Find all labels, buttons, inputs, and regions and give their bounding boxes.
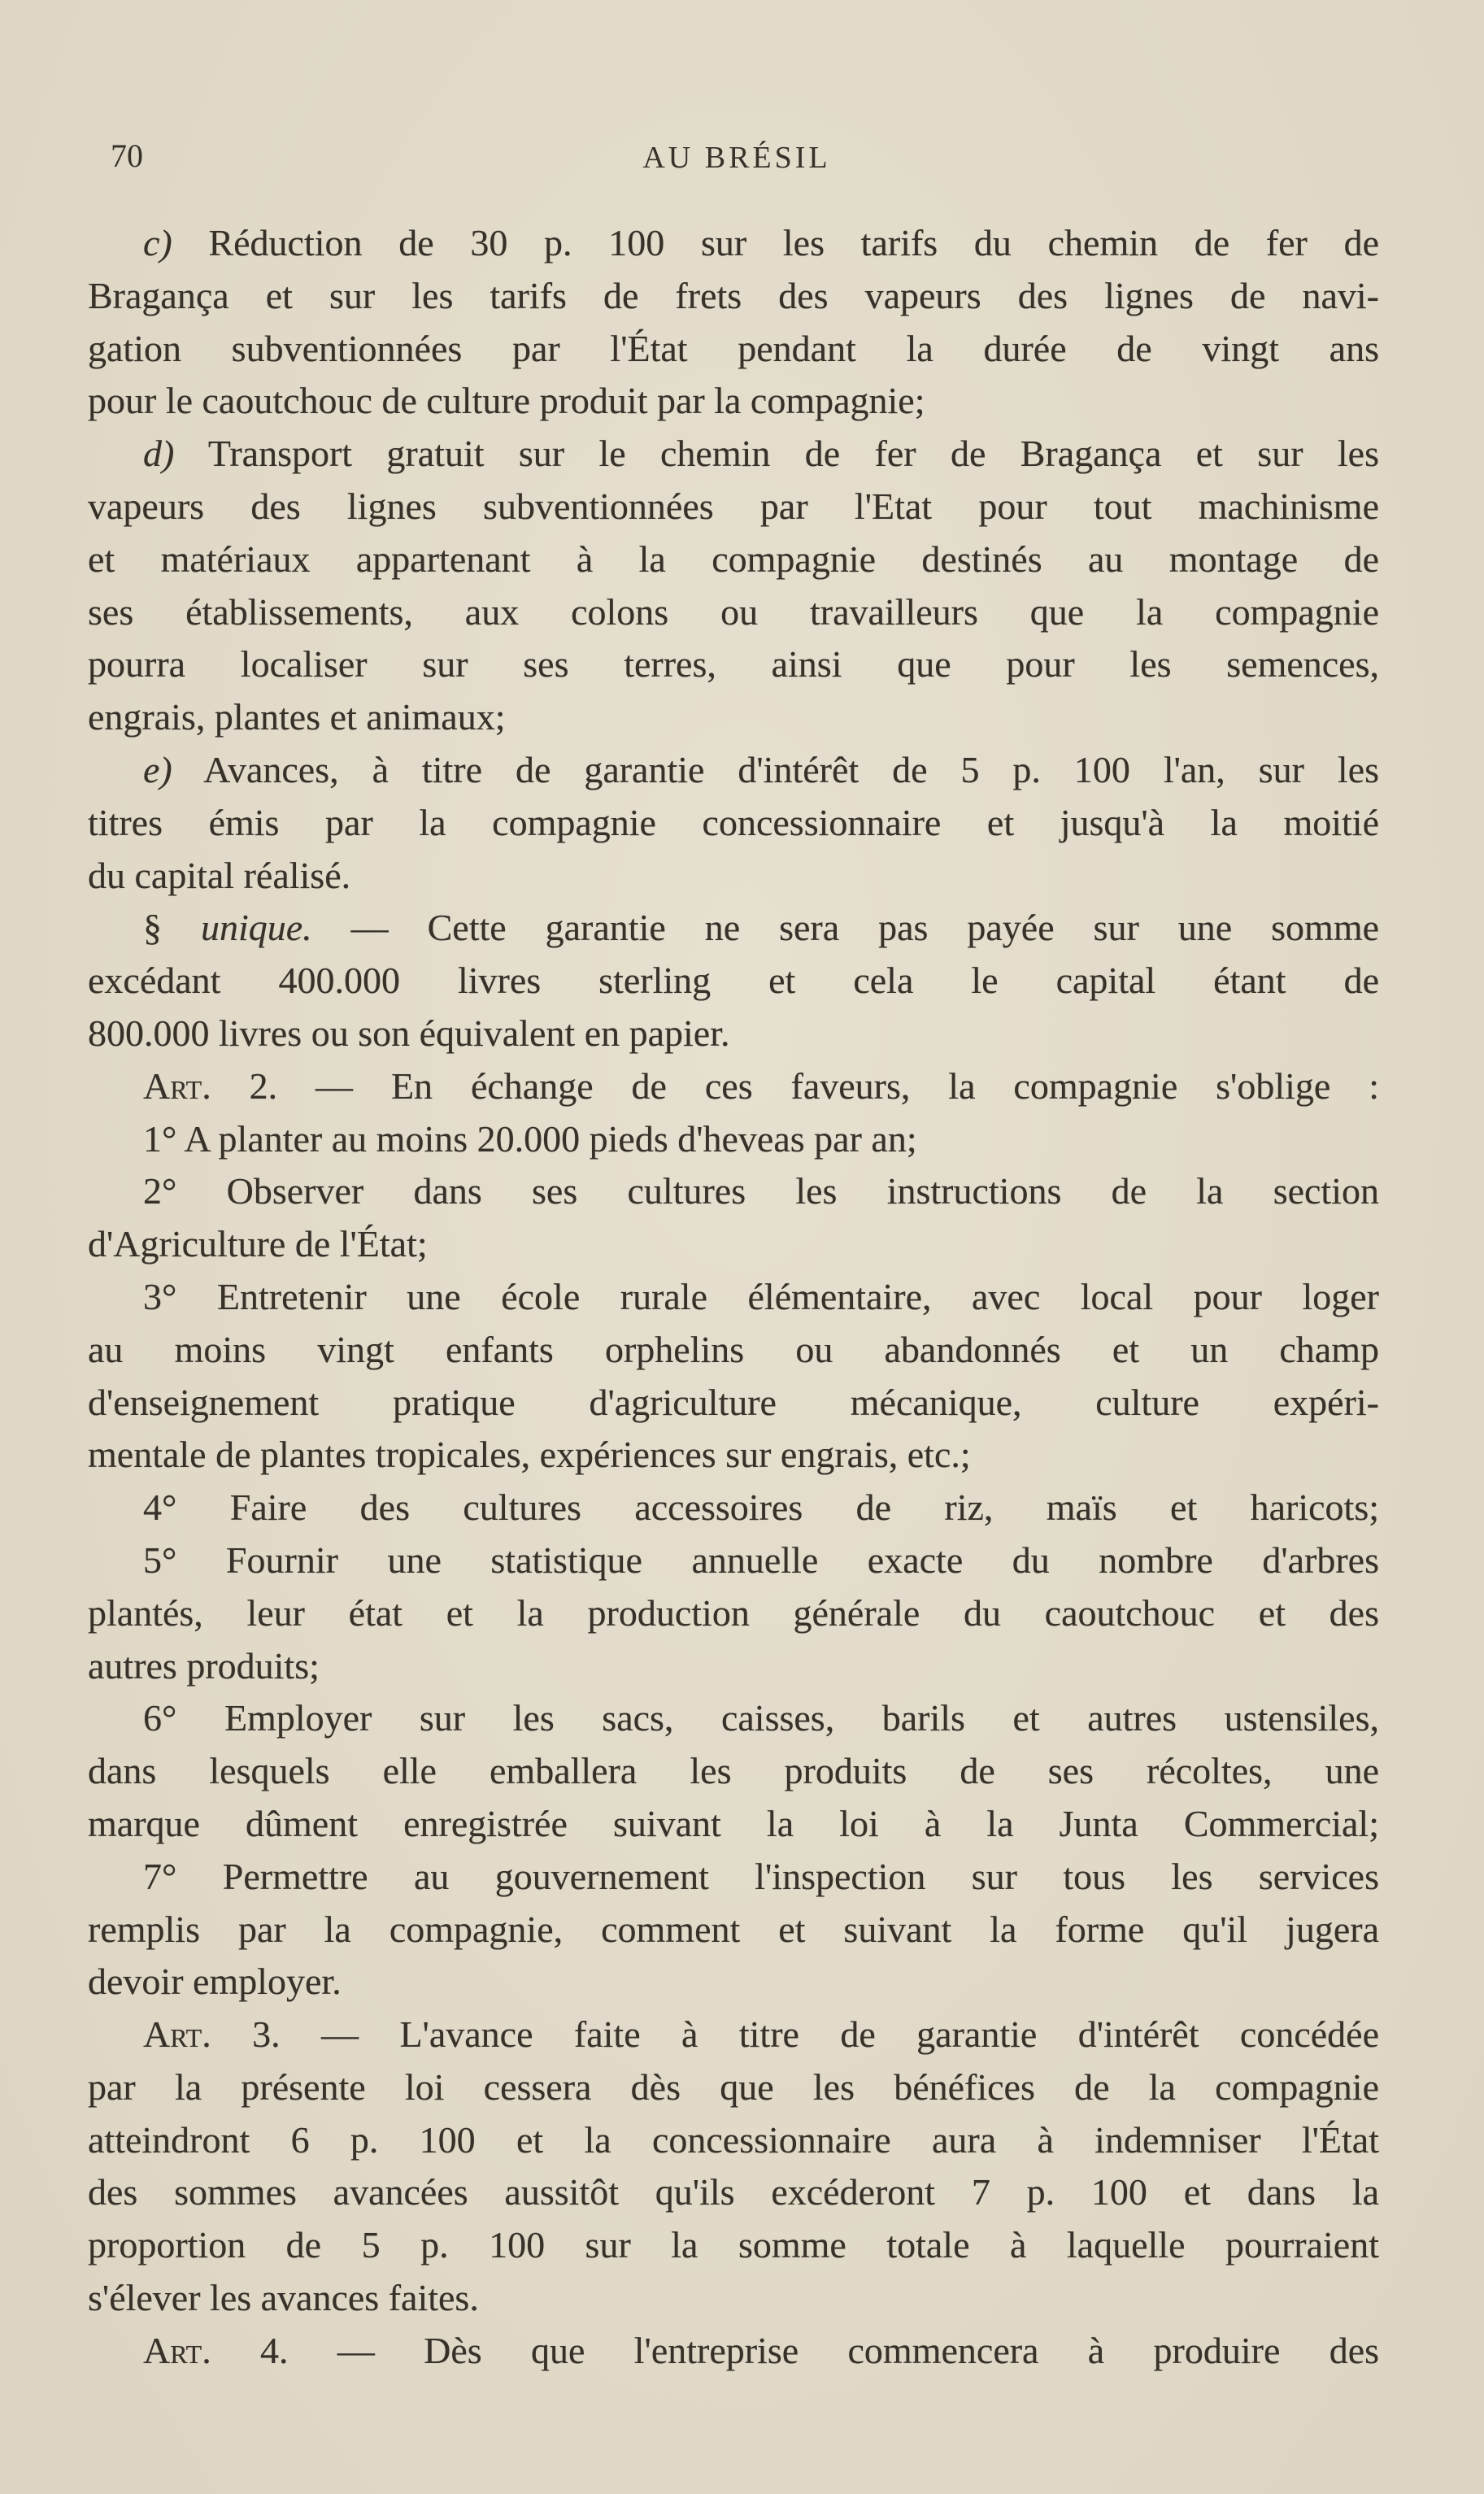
- line-text: des sommes avancées aussitôt qu'ils excéderont 7 p. 100 et dans la: [88, 2171, 1379, 2213]
- running-header: [0, 137, 1484, 185]
- body-text: [88, 217, 1379, 2378]
- paragraph: [88, 1165, 1379, 1271]
- line-text: 5° Fournir une statistique annuelle exacte du nombre d'arbres: [143, 1539, 1379, 1581]
- text-line: [88, 323, 1379, 376]
- line-text: et matériaux appartenant à la compagnie destinés au montage de: [88, 538, 1379, 580]
- line-text: Réduction de 30 p. 100 sur les tarifs du chemin de fer de: [208, 222, 1379, 263]
- text-line: [88, 1113, 1379, 1166]
- line-text: mentale de plantes tropicales, expériences sur engrais, etc.;: [88, 1434, 971, 1476]
- text-line: [88, 1904, 1379, 1956]
- text-line: [88, 481, 1379, 533]
- line-text: pour le caoutchouc de culture produit par la compagnie;: [88, 380, 925, 422]
- text-line: [88, 2219, 1379, 2272]
- line-text: plantés, leur état et la production générale du caoutchouc et des: [88, 1591, 1379, 1634]
- paragraph: [88, 217, 1379, 428]
- line-text: excédant 400.000 livres sterling et cela le capital étant de: [88, 960, 1379, 1002]
- text-line: [88, 2114, 1379, 2167]
- text-line: [88, 1482, 1379, 1534]
- line-text: remplis par la compagnie, comment et suivant la forme qu'il jugera: [88, 1908, 1379, 1950]
- text-line: [88, 2009, 1379, 2061]
- line-text: 1° A planter au moins 20.000 pieds d'heveas par an;: [143, 1117, 917, 1160]
- paragraph-lead: d): [143, 433, 175, 475]
- paragraph: [88, 1534, 1379, 1692]
- line-text: pourra localiser sur ses terres, ainsi que pour les semences,: [88, 643, 1379, 686]
- text-line: [88, 1851, 1379, 1904]
- line-text: du capital réalisé.: [88, 854, 351, 896]
- line-text: 6° Employer sur les sacs, caisses, barils et autres ustensiles,: [143, 1697, 1379, 1739]
- text-line: [88, 2272, 1379, 2325]
- text-line: [88, 1956, 1379, 2009]
- text-line: [88, 1324, 1379, 1377]
- text-line: [88, 1429, 1379, 1482]
- line-text: d'enseignement pratique d'agriculture mécanique, culture expéri-: [88, 1381, 1379, 1423]
- line-text: marque dûment enregistrée suivant la loi à la Junta Commercial;: [88, 1802, 1379, 1844]
- text-line: [88, 533, 1379, 586]
- paragraph: [88, 428, 1379, 744]
- line-text: 2. — En échange de ces faveurs, la compagnie s'oblige :: [249, 1064, 1380, 1107]
- text-line: [88, 1377, 1379, 1430]
- text-line: [88, 1165, 1379, 1218]
- text-line: [88, 2166, 1379, 2219]
- paragraph: [88, 1692, 1379, 1850]
- paragraph-lead: c): [143, 222, 172, 263]
- paragraph: [88, 902, 1379, 1060]
- text-line: [88, 1060, 1379, 1113]
- paragraph-lead: Art.: [143, 2013, 211, 2056]
- paragraph: [88, 1060, 1379, 1113]
- text-line: [88, 744, 1379, 797]
- line-text: 3. — L'avance faite à titre de garantie d'intérêt concédée: [252, 2013, 1379, 2056]
- line-text: par la présente loi cessera dès que les bénéfices de la compagnie: [88, 2065, 1379, 2108]
- line-text: proportion de 5 p. 100 sur la somme totale à laquelle pourraient: [88, 2224, 1379, 2266]
- text-line: [88, 1798, 1379, 1851]
- line-text: autres produits;: [88, 1644, 320, 1687]
- text-line: [88, 2061, 1379, 2114]
- text-line: [88, 586, 1379, 639]
- line-text: ses établissements, aux colons ou travailleurs que la compagnie: [88, 590, 1379, 633]
- text-line: [88, 955, 1379, 1008]
- text-line: [88, 902, 1379, 955]
- text-line: [88, 1640, 1379, 1693]
- paragraph-lead: Art.: [143, 1064, 211, 1107]
- line-text: Avances, à titre de garantie d'intérêt de 5 p. 100 l'an, sur les: [203, 748, 1380, 790]
- text-line: [88, 1008, 1379, 1060]
- paragraph: [88, 2009, 1379, 2325]
- line-text: atteindront 6 p. 100 et la concessionnaire aura à indemniser l'État: [88, 2118, 1379, 2161]
- line-text: 7° Permettre au gouvernement l'inspection sur tous les services: [143, 1855, 1379, 1897]
- text-line: [88, 1271, 1379, 1324]
- paragraph: [88, 1271, 1379, 1482]
- running-title: AU BRÉSIL: [642, 141, 831, 175]
- paragraph: [88, 1851, 1379, 2009]
- text-line: [88, 217, 1379, 270]
- paragraph: [88, 1482, 1379, 1534]
- paragraph-lead: e): [143, 748, 172, 790]
- text-line: [88, 797, 1379, 850]
- text-line: [88, 1218, 1379, 1271]
- line-text: dans lesquels elle emballera les produits de ses récoltes, une: [88, 1750, 1379, 1792]
- line-text: engrais, plantes et animaux;: [88, 696, 506, 738]
- line-text: 4. — Dès que l'entreprise commencera à produire des: [260, 2329, 1380, 2371]
- line-text: — Cette garantie ne sera pas payée sur une somme: [350, 907, 1380, 949]
- line-text: 800.000 livres ou son équivalent en papier.: [88, 1012, 730, 1054]
- paragraph: [88, 1113, 1379, 1166]
- text-line: [88, 850, 1379, 903]
- paragraph-lead: unique.: [200, 907, 312, 949]
- line-text: gation subventionnées par l'État pendant la durée de vingt ans: [88, 327, 1379, 369]
- text-line: [88, 1534, 1379, 1587]
- text-line: [88, 375, 1379, 428]
- line-text: Bragança et sur les tarifs de frets des vapeurs des lignes de navi-: [88, 274, 1379, 316]
- text-line: [88, 2325, 1379, 2378]
- line-text: devoir employer.: [88, 1961, 342, 2003]
- paragraph: [88, 744, 1379, 902]
- line-text: d'Agriculture de l'État;: [88, 1223, 428, 1265]
- line-text: titres émis par la compagnie concessionnaire et jusqu'à la moitié: [88, 801, 1379, 843]
- line-text: s'élever les avances faites.: [88, 2277, 479, 2319]
- line-text: Transport gratuit sur le chemin de fer de Bragança et sur les: [207, 433, 1379, 475]
- line-text: 3° Entretenir une école rurale élémentaire, avec local pour loger: [143, 1275, 1379, 1317]
- text-line: [88, 428, 1379, 481]
- line-text: au moins vingt enfants orphelins ou abandonnés et un champ: [88, 1328, 1379, 1370]
- text-line: [88, 638, 1379, 691]
- paragraph: [88, 2325, 1379, 2378]
- page-number: 70: [111, 137, 143, 174]
- text-line: [88, 691, 1379, 744]
- line-text: 4° Faire des cultures accessoires de riz, maïs et haricots;: [143, 1486, 1379, 1529]
- paragraph-lead: Art.: [143, 2329, 211, 2371]
- text-line: [88, 1745, 1379, 1798]
- text-line: [88, 1587, 1379, 1640]
- line-text: 2° Observer dans ses cultures les instructions de la section: [143, 1170, 1379, 1212]
- paragraph-lead: §: [143, 907, 162, 949]
- text-line: [88, 270, 1379, 323]
- text-line: [88, 1692, 1379, 1745]
- line-text: vapeurs des lignes subventionnées par l'Etat pour tout machinisme: [88, 485, 1379, 527]
